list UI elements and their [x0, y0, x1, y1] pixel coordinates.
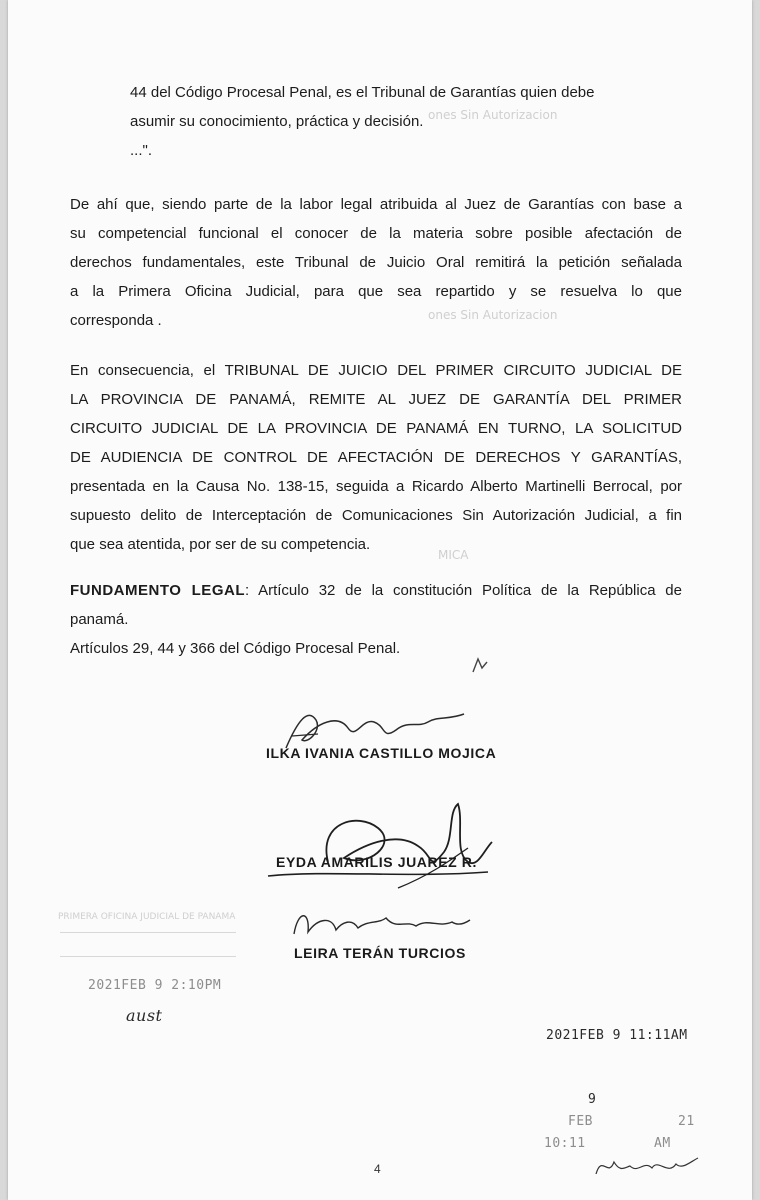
- stamp-month: FEB: [568, 1114, 593, 1129]
- stamp-line: [60, 956, 236, 957]
- legal-basis-label: FUNDAMENTO LEGAL: [70, 582, 245, 599]
- text-line: De ahí que, siendo parte de la labor legal atribuida al Juez de Garantías con base a: [70, 196, 682, 213]
- stamp-time: 10:11: [544, 1136, 586, 1151]
- bleed-through-text: ones Sin Autorizacion: [428, 108, 558, 122]
- paragraph-resolution: [70, 356, 682, 559]
- initial-mark: [470, 656, 490, 676]
- legal-basis-text: : Artículo 32 de la constitución Política de la República de: [244, 582, 682, 599]
- text-line: presentada en la Causa No. 138-15, seguida a Ricardo Alberto Martinelli Berrocal, por: [70, 478, 682, 495]
- received-stamp-date: 2021FEB 9 2:10PM: [88, 978, 222, 993]
- text-line: derechos fundamentales, este Tribunal de Juicio Oral remitirá la petición señalada: [70, 254, 682, 271]
- quote-continuation: [130, 78, 650, 165]
- page-number: 4: [374, 1162, 381, 1176]
- text-line: panamá.: [70, 611, 129, 628]
- text-line: supuesto delito de Interceptación de Comunicaciones Sin Autorización Judicial, a fin: [70, 507, 682, 524]
- stamp-year: 21: [678, 1114, 695, 1129]
- signatory-name: LEIRA TERÁN TURCIOS: [294, 945, 466, 961]
- legal-basis: [70, 576, 682, 663]
- text-line: su competencial funcional el conocer de la materia sobre posible afectación de: [70, 225, 682, 242]
- receiver-signature: [592, 1148, 702, 1184]
- bleed-through-text: MICA: [438, 548, 469, 562]
- legal-basis-line: [70, 576, 682, 605]
- received-initials: aust: [126, 1006, 163, 1025]
- bleed-through-text: PRIMERA OFICINA JUDICIAL DE PANAMA: [58, 912, 236, 922]
- bleed-through-text: ones Sin Autorizacion: [428, 308, 558, 322]
- paragraph-referral: [70, 190, 682, 335]
- text-line: ...".: [130, 142, 152, 159]
- stamp-ampm: AM: [654, 1136, 671, 1151]
- text-line: asumir su conocimiento, práctica y decisión.: [130, 113, 424, 130]
- signature-3: [288, 900, 478, 950]
- text-line: Artículos 29, 44 y 366 del Código Procesal Penal.: [70, 640, 401, 657]
- text-line: corresponda .: [70, 312, 162, 329]
- text-line: CIRCUITO JUDICIAL DE LA PROVINCIA DE PANAMÁ EN TURNO, LA SOLICITUD: [70, 420, 682, 437]
- text-line: que sea atentida, por ser de su competencia.: [70, 536, 371, 553]
- text-line: LA PROVINCIA DE PANAMÁ, REMITE AL JUEZ DE GARANTÍA DEL PRIMER: [70, 391, 682, 408]
- signature-2: [248, 792, 538, 892]
- signatory-name: EYDA AMARILIS JUAREZ R.: [276, 854, 477, 870]
- text-line: En consecuencia, el TRIBUNAL DE JUICIO DEL PRIMER CIRCUITO JUDICIAL DE: [70, 362, 682, 379]
- text-line: DE AUDIENCIA DE CONTROL DE AFECTACIÓN DE DERECHOS Y GARANTÍAS,: [70, 449, 682, 466]
- stamp-day: 9: [588, 1092, 597, 1107]
- signatory-name: ILKA IVANIA CASTILLO MOJICA: [266, 745, 497, 761]
- date-stamp: 2021FEB 9 11:11AM: [546, 1028, 688, 1043]
- document-page: [8, 0, 752, 1200]
- stamp-line: [60, 932, 236, 933]
- text-line: a la Primera Oficina Judicial, para que sea repartido y se resuelva lo que: [70, 283, 682, 300]
- text-line: 44 del Código Procesal Penal, es el Tribunal de Garantías quien debe: [130, 84, 595, 101]
